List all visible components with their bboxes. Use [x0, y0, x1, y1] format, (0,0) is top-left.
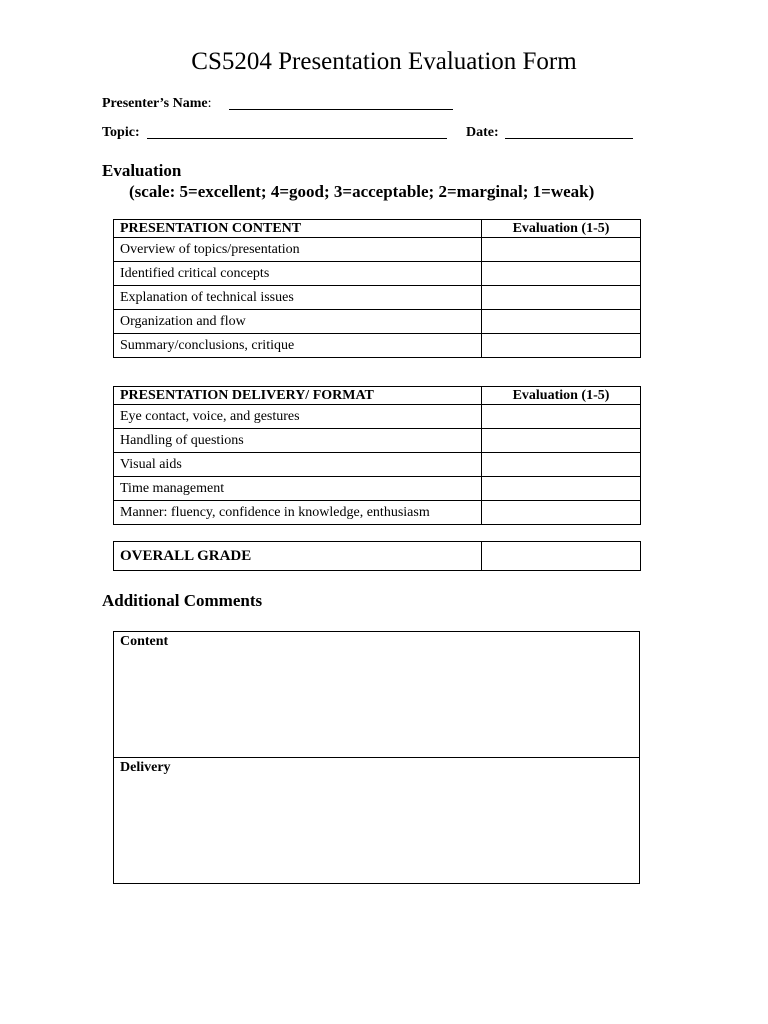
criterion-label: Visual aids	[114, 453, 482, 477]
content-comment-area[interactable]	[114, 632, 639, 758]
content-eval-header: Evaluation (1-5)	[482, 220, 641, 238]
overall-grade-table	[113, 541, 641, 571]
criterion-label: Manner: fluency, confidence in knowledge, enthusiasm	[114, 501, 482, 525]
criterion-label: Summary/conclusions, critique	[114, 334, 482, 358]
table-row	[114, 262, 641, 286]
delivery-table-header-row	[114, 387, 641, 405]
presenter-field-row	[102, 95, 212, 113]
score-cell[interactable]	[482, 334, 641, 358]
table-row	[114, 405, 641, 429]
criterion-label: Overview of topics/presentation	[114, 238, 482, 262]
table-row	[114, 286, 641, 310]
content-comment-label: Content	[120, 634, 169, 649]
comments-box	[113, 631, 640, 884]
score-cell[interactable]	[482, 310, 641, 334]
score-cell[interactable]	[482, 477, 641, 501]
content-table-header: PRESENTATION CONTENT	[114, 220, 482, 238]
criterion-label: Eye contact, voice, and gestures	[114, 405, 482, 429]
score-cell[interactable]	[482, 238, 641, 262]
delivery-table-header: PRESENTATION DELIVERY/ FORMAT	[114, 387, 482, 405]
table-row	[114, 429, 641, 453]
score-cell[interactable]	[482, 429, 641, 453]
evaluation-heading: Evaluation	[102, 161, 182, 180]
score-cell[interactable]	[482, 501, 641, 525]
delivery-table	[113, 386, 641, 525]
overall-grade-row	[114, 542, 641, 571]
table-row	[114, 238, 641, 262]
criterion-label: Identified critical concepts	[114, 262, 482, 286]
date-input-line[interactable]	[505, 138, 633, 139]
overall-grade-cell[interactable]	[482, 542, 641, 571]
presenter-colon: :	[207, 96, 212, 111]
date-label: Date:	[466, 125, 499, 140]
delivery-comment-area[interactable]	[114, 758, 639, 883]
content-table-header-row	[114, 220, 641, 238]
form-title: CS5204 Presentation Evaluation Form	[191, 48, 577, 75]
topic-label: Topic:	[102, 125, 140, 140]
table-row	[114, 453, 641, 477]
table-row	[114, 477, 641, 501]
content-table	[113, 219, 641, 358]
topic-input-line[interactable]	[147, 138, 447, 139]
criterion-label: Handling of questions	[114, 429, 482, 453]
criterion-label: Explanation of technical issues	[114, 286, 482, 310]
presenter-label: Presenter’s Name	[102, 96, 208, 111]
criterion-label: Organization and flow	[114, 310, 482, 334]
criterion-label: Time management	[114, 477, 482, 501]
score-cell[interactable]	[482, 262, 641, 286]
delivery-comment-label: Delivery	[120, 760, 171, 775]
score-cell[interactable]	[482, 405, 641, 429]
evaluation-scale: (scale: 5=excellent; 4=good; 3=acceptable; 2=marginal; 1=weak)	[129, 182, 595, 201]
overall-grade-label: OVERALL GRADE	[114, 542, 482, 571]
presenter-name-input-line[interactable]	[229, 109, 453, 110]
additional-comments-heading: Additional Comments	[102, 591, 263, 610]
score-cell[interactable]	[482, 453, 641, 477]
table-row	[114, 310, 641, 334]
table-row	[114, 501, 641, 525]
table-row	[114, 334, 641, 358]
delivery-eval-header: Evaluation (1-5)	[482, 387, 641, 405]
score-cell[interactable]	[482, 286, 641, 310]
